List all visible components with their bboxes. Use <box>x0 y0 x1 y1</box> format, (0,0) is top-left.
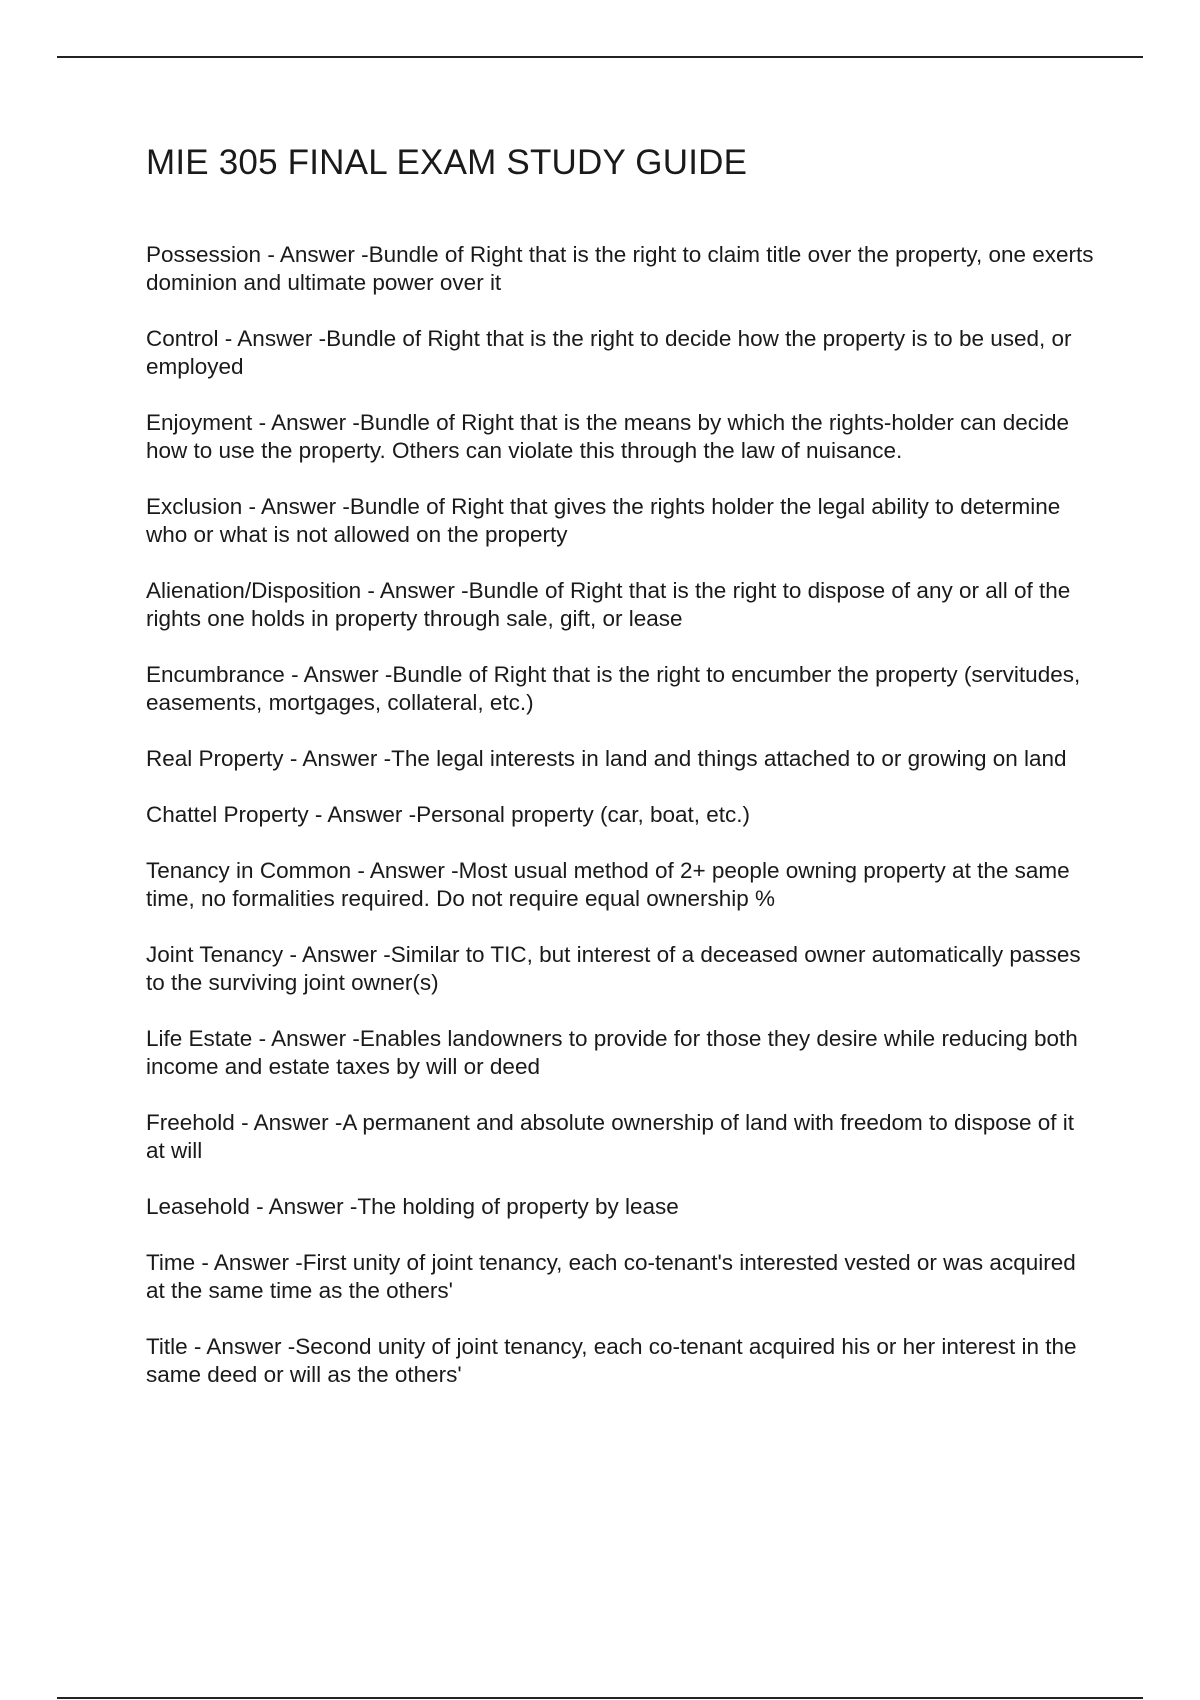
entry-term: Joint Tenancy <box>146 942 284 967</box>
glossary-entry <box>146 801 1096 829</box>
entry-term: Freehold <box>146 1110 235 1135</box>
entry-answer: A permanent and absolute ownership of land with freedom to dispose of it at will <box>146 1110 1075 1163</box>
glossary-entry <box>146 493 1096 549</box>
entry-separator: - Answer - <box>284 662 393 687</box>
entry-separator: - Answer - <box>249 1194 358 1219</box>
glossary-entry <box>146 1249 1096 1305</box>
entry-separator: - Answer - <box>351 858 459 883</box>
entry-term: Tenancy in Common <box>146 858 352 883</box>
entry-separator: - Answer - <box>283 942 391 967</box>
entry-answer: Personal property (car, boat, etc.) <box>416 802 751 827</box>
entry-separator: - Answer - <box>234 1110 343 1135</box>
glossary-entry <box>146 857 1096 913</box>
entry-answer: Bundle of Right that is the right to claim title over the property, one exerts dominion and ultimate power over it <box>146 242 1094 295</box>
entry-separator: - Answer - <box>242 494 350 519</box>
entry-term: Real Property <box>146 746 284 771</box>
glossary-entry <box>146 577 1096 633</box>
entry-answer: Most usual method of 2+ people owning property at the same time, no formalities required. Do not require equal ownership % <box>146 858 1070 911</box>
entry-answer: The holding of property by lease <box>357 1194 679 1219</box>
entry-answer: Similar to TIC, but interest of a deceased owner automatically passes to the surviving joint owner(s) <box>146 942 1081 995</box>
entry-answer: The legal interests in land and things attached to or growing on land <box>391 746 1067 771</box>
entry-answer: Bundle of Right that is the means by which the rights-holder can decide how to use the property. Others can violate this through the law of nuisance. <box>146 410 1070 463</box>
top-rule <box>57 56 1143 58</box>
entry-term: Title <box>146 1334 188 1359</box>
glossary-entry <box>146 1333 1096 1389</box>
entry-term: Alienation/Disposition <box>146 578 362 603</box>
entry-answer: Second unity of joint tenancy, each co-tenant acquired his or her interest in the same deed or will as the others' <box>146 1334 1077 1387</box>
entry-separator: - Answer - <box>195 1250 303 1275</box>
entry-term: Encumbrance <box>146 662 285 687</box>
entry-separator: - Answer - <box>308 802 417 827</box>
entry-answer: Bundle of Right that is the right to dispose of any or all of the rights one holds in property through sale, gift, or lease <box>146 578 1071 631</box>
entry-term: Control <box>146 326 219 351</box>
entry-term: Enjoyment <box>146 410 253 435</box>
entry-answer: Bundle of Right that is the right to decide how the property is to be used, or employed <box>146 326 1072 379</box>
entry-term: Chattel Property <box>146 802 309 827</box>
entry-answer: Bundle of Right that gives the rights holder the legal ability to determine who or what is not allowed on the property <box>146 494 1061 547</box>
entry-answer: Enables landowners to provide for those they desire while reducing both income and estate taxes by will or deed <box>146 1026 1078 1079</box>
glossary-entry <box>146 1025 1096 1081</box>
glossary-entry <box>146 409 1096 465</box>
glossary-entry <box>146 1109 1096 1165</box>
entry-answer: Bundle of Right that is the right to encumber the property (servitudes, easements, mortgages, collateral, etc.) <box>146 662 1081 715</box>
bottom-rule <box>57 1697 1143 1699</box>
glossary-list <box>146 241 1096 1417</box>
entry-term: Exclusion <box>146 494 243 519</box>
entry-separator: - Answer - <box>261 242 369 267</box>
glossary-entry <box>146 241 1096 297</box>
entry-separator: - Answer - <box>218 326 327 351</box>
entry-term: Leasehold <box>146 1194 250 1219</box>
glossary-entry <box>146 1193 1096 1221</box>
entry-separator: - Answer - <box>361 578 469 603</box>
glossary-entry <box>146 325 1096 381</box>
entry-answer: First unity of joint tenancy, each co-tenant's interested vested or was acquired at the same time as the others' <box>146 1250 1076 1303</box>
glossary-entry <box>146 745 1096 773</box>
glossary-entry <box>146 941 1096 997</box>
glossary-entry <box>146 661 1096 717</box>
entry-separator: - Answer - <box>187 1334 296 1359</box>
entry-separator: - Answer - <box>252 1026 360 1051</box>
entry-separator: - Answer - <box>252 410 360 435</box>
page-title: MIE 305 FINAL EXAM STUDY GUIDE <box>146 143 748 182</box>
entry-separator: - Answer - <box>283 746 392 771</box>
entry-term: Time <box>146 1250 196 1275</box>
entry-term: Life Estate <box>146 1026 253 1051</box>
entry-term: Possession <box>146 242 262 267</box>
